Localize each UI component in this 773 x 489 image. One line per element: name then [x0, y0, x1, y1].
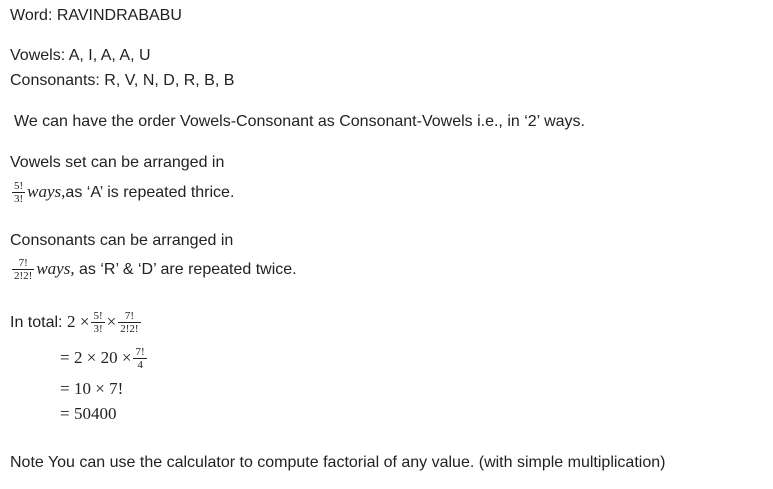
total-line-3 [60, 379, 123, 400]
fraction-denominator: 2!2! [14, 270, 33, 283]
fraction-numerator: 7! [135, 346, 145, 359]
equals-sign: = [60, 379, 70, 398]
fraction-numerator: 5! [14, 180, 24, 193]
times-sign: × [106, 312, 117, 331]
total-fraction-1 [91, 310, 104, 335]
ways-label: ways, [27, 182, 66, 201]
total-fraction-3 [133, 346, 146, 371]
vowels-fraction [12, 180, 25, 205]
vowels-arranged-formula [10, 178, 234, 207]
fraction-denominator: 4 [137, 359, 143, 372]
ways-label: ways, [36, 259, 75, 278]
consonants-arranged-intro: Consonants can be arranged in [10, 232, 234, 249]
total-line-2 [60, 344, 149, 373]
vowels-arranged-intro: Vowels set can be arranged in [10, 154, 225, 171]
order-line: We can have the order Vowels-Consonant as Consonant-Vowels i.e., in ‘2’ ways. [14, 113, 585, 130]
total-result: 50400 [74, 404, 117, 423]
note-line: Note You can use the calculator to compute factorial of any value. (with simple multiplication) [10, 454, 666, 471]
fraction-denominator: 2!2! [120, 323, 139, 336]
fraction-denominator: 3! [14, 193, 24, 206]
fraction-numerator: 7! [118, 310, 140, 323]
total-step-2: 2 × 20 × [74, 348, 132, 367]
vowels-reason: as ‘A’ is repeated thrice. [65, 184, 235, 201]
equals-sign: = [60, 404, 70, 423]
consonants-reason: as ‘R’ & ‘D’ are repeated twice. [74, 261, 297, 278]
times-sign: × [79, 312, 90, 331]
equals-sign: = [60, 348, 70, 367]
total-step-3: 10 × 7! [74, 379, 124, 398]
vowels-line: Vowels: A, I, A, A, U [10, 47, 151, 64]
fraction-numerator: 7! [12, 257, 34, 270]
total-label: In total: [10, 314, 63, 331]
consonants-line: Consonants: R, V, N, D, R, B, B [10, 72, 235, 89]
fraction-denominator: 3! [93, 323, 103, 336]
total-line-1 [10, 308, 143, 337]
consonants-fraction [12, 257, 34, 282]
consonants-arranged-formula [10, 255, 297, 284]
total-line-4 [60, 404, 117, 425]
total-fraction-2 [118, 310, 140, 335]
fraction-numerator: 5! [93, 310, 103, 323]
total-coefficient: 2 [66, 312, 76, 331]
word-line: Word: RAVINDRABABU [10, 7, 182, 24]
